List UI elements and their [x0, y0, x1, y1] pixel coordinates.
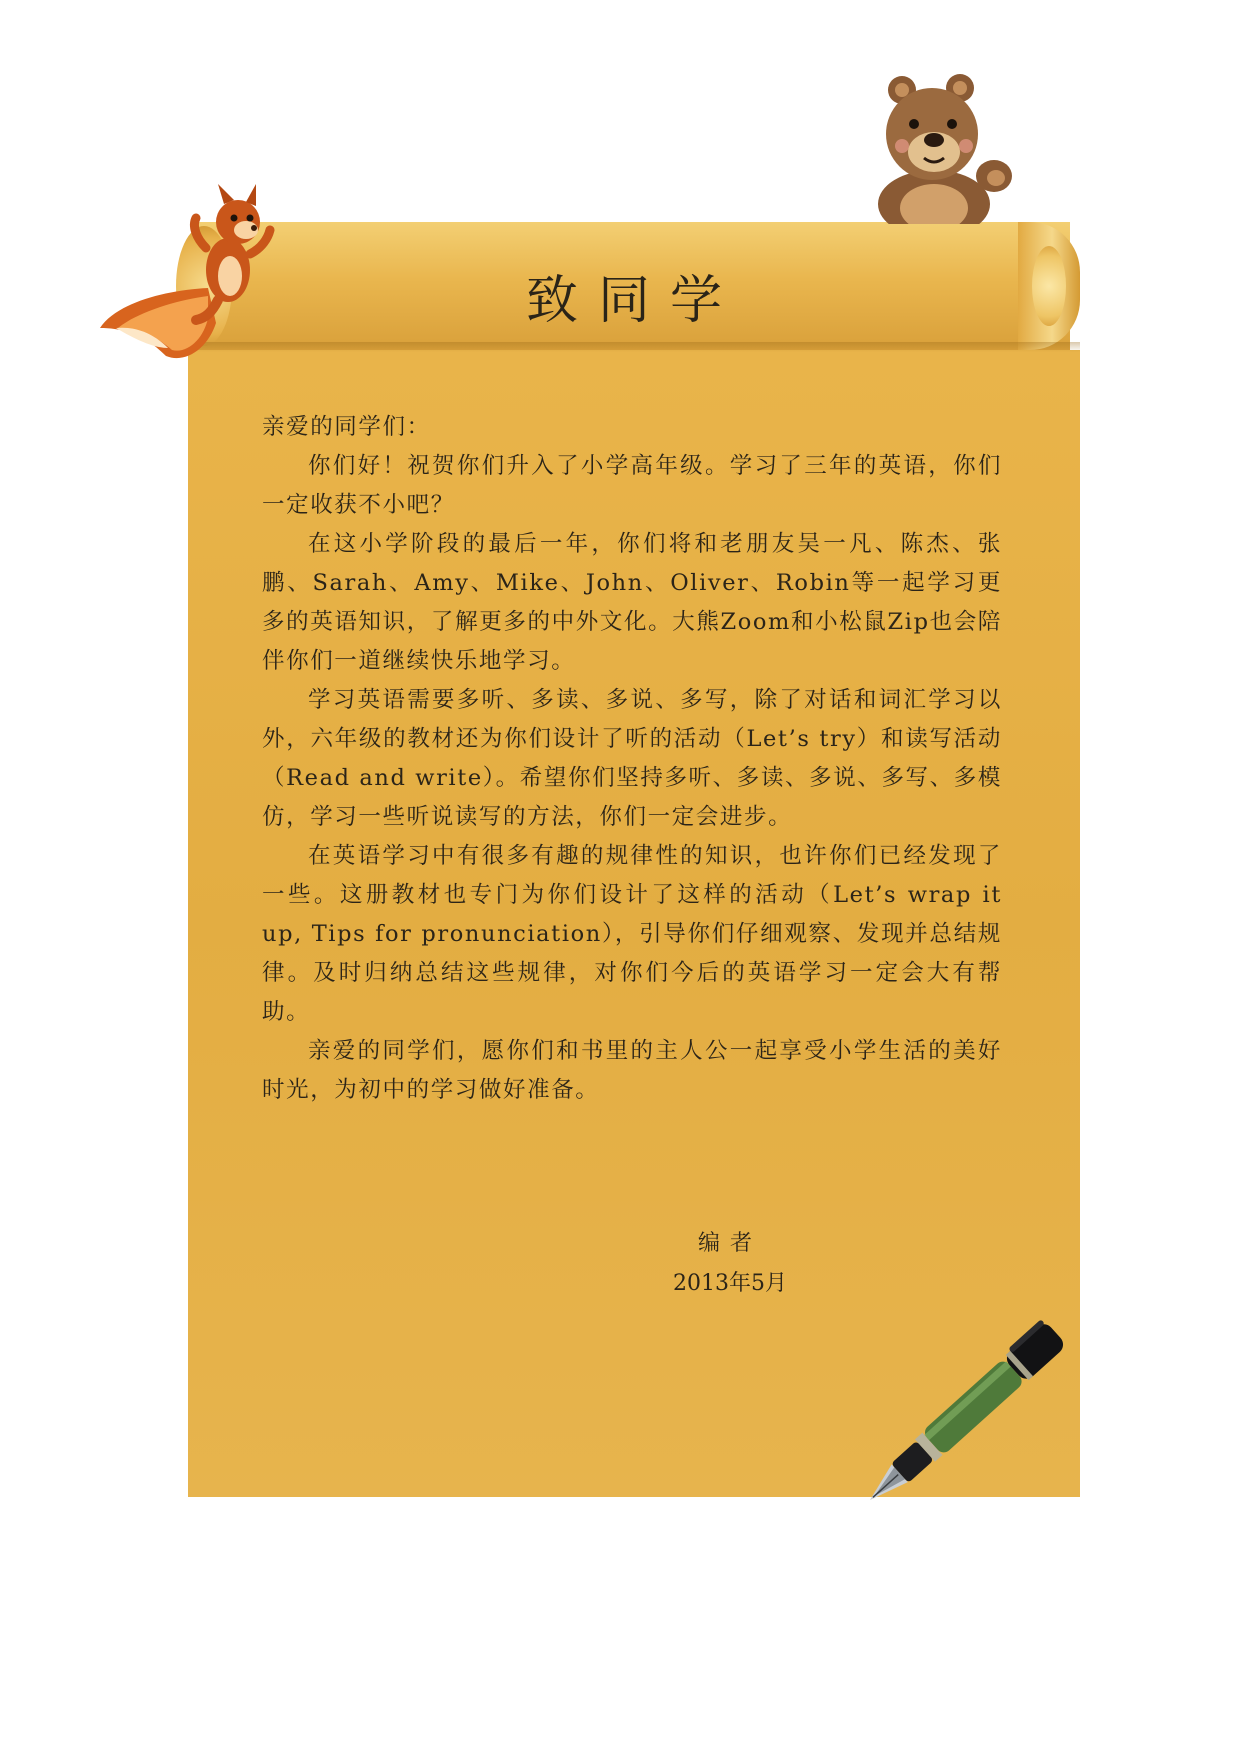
letter-paragraph-3: 学习英语需要多听、多读、多说、多写，除了对话和词汇学习以外，六年级的教材还为你们设计了听的活动（Let’s try）和读写活动（Read and write）。希望你们坚持多听、多读、多说、多写、多模仿，学习一些听说读写的方法，你们一定会进步。 [262, 687, 1002, 830]
page-title: 致同学 [525, 271, 742, 331]
signature-date: 2013年5月 [673, 1271, 787, 1296]
letter-salutation: 亲爱的同学们： [262, 414, 431, 440]
letter-body [262, 408, 1002, 1110]
letter-paragraph-1: 你们好！祝贺你们升入了小学高年级。学习了三年的英语，你们一定收获不小吧？ [262, 453, 1002, 518]
bear-icon [862, 72, 1022, 224]
scroll-roll-shadow [188, 342, 1080, 352]
signature-block [600, 1224, 860, 1304]
letter-paragraph-2: 在这小学阶段的最后一年，你们将和老朋友吴一凡、陈杰、张鹏、Sarah、Amy、Mike、John、Oliver、Robin等一起学习更多的英语知识，了解更多的中外文化。大熊Zoom和小松鼠Zip也会陪伴你们一道继续快乐地学习。 [262, 531, 1002, 674]
fountain-pen-icon [850, 1300, 1090, 1512]
signature-author: 编者 [697, 1231, 762, 1256]
letter-paragraph-4: 在英语学习中有很多有趣的规律性的知识，也许你们已经发现了一些。这册教材也专门为你们设计了这样的活动（Let’s wrap it up, Tips for pronunciation），引导你们仔细观察、发现并总结规律。及时归纳总结这些规律，对你们今后的英语学习一定会大有帮助。 [262, 843, 1002, 1025]
letter-paragraph-5: 亲爱的同学们，愿你们和书里的主人公一起享受小学生活的美好时光，为初中的学习做好准备。 [262, 1038, 1002, 1103]
